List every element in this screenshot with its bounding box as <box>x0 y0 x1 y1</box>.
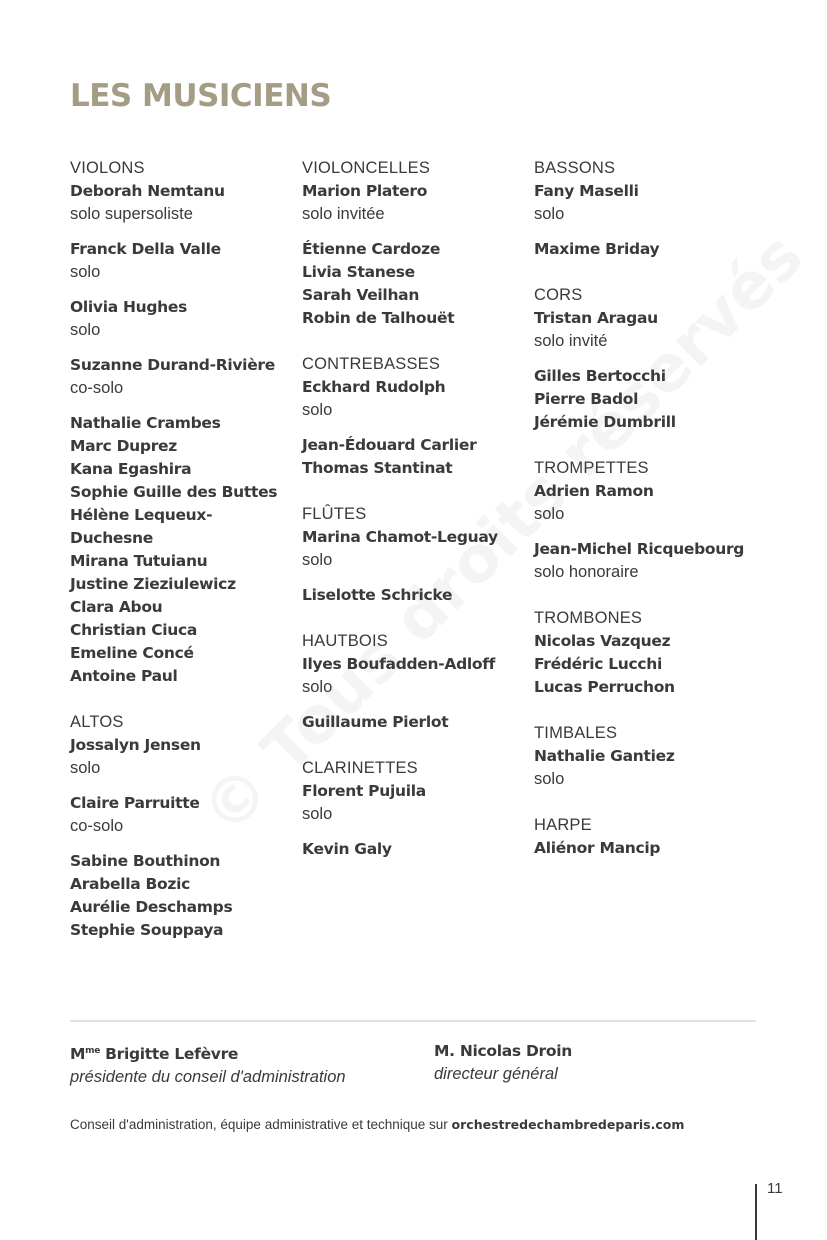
president-title: présidente du conseil d'administration <box>70 1068 346 1087</box>
section-altos <box>70 711 298 942</box>
musician-name: Robin de Talhouët <box>302 309 455 327</box>
musician-name: Stephie Souppaya <box>70 921 224 939</box>
section-violons <box>70 157 298 688</box>
section-heading: BASSONS <box>534 159 616 177</box>
musician-role: solo supersoliste <box>70 205 193 223</box>
musician-name: Nathalie Crambes <box>70 414 221 432</box>
musician-name: Eckhard Rudolph <box>302 378 446 396</box>
musician-name: Justine Zieziulewicz <box>70 575 236 593</box>
musician-name: Maxime Briday <box>534 240 660 258</box>
musician-name: Tristan Aragau <box>534 309 658 327</box>
musician-group <box>534 307 762 353</box>
musician-name: Claire Parruitte <box>70 794 200 812</box>
musicians-column-1 <box>70 157 298 965</box>
musician-name: Marc Duprez <box>70 437 177 455</box>
musician-name: Étienne Cardoze <box>302 240 441 258</box>
president-prefix-sup: me <box>85 1046 101 1056</box>
section-heading: FLÛTES <box>302 505 367 523</box>
musician-group <box>302 838 530 861</box>
section-bassons <box>534 157 762 261</box>
musician-name: Livia Stanese <box>302 263 415 281</box>
musician-role: co-solo <box>70 817 124 835</box>
musician-name: Jean-Édouard Carlier <box>302 436 477 454</box>
musician-name: Sabine Bouthinon <box>70 852 221 870</box>
musician-role: solo <box>534 205 565 223</box>
musician-role: solo <box>70 759 101 777</box>
section-heading: VIOLONS <box>70 159 145 177</box>
musician-name: Mirana Tutuianu <box>70 552 208 570</box>
musician-name: Ilyes Boufadden-Adloff <box>302 655 496 673</box>
musician-group <box>70 734 298 780</box>
musician-name: Hélène Lequeux-Duchesne <box>70 506 213 547</box>
musician-group <box>534 180 762 226</box>
musician-name: Arabella Bozic <box>70 875 190 893</box>
musician-name: Deborah Nemtanu <box>70 182 225 200</box>
musician-name: Jossalyn Jensen <box>70 736 201 754</box>
musician-role: solo <box>302 551 333 569</box>
musician-group <box>302 180 530 226</box>
musician-role: solo invité <box>534 332 608 350</box>
director-block <box>434 1040 572 1086</box>
musician-name: Marina Chamot-Leguay <box>302 528 498 546</box>
president-name-text: Brigitte Lefèvre <box>105 1045 239 1064</box>
musician-name: Suzanne Durand-Rivière <box>70 356 275 374</box>
section-heading: ALTOS <box>70 713 124 731</box>
section-heading: TROMBONES <box>534 609 643 627</box>
musician-name: Clara Abou <box>70 598 163 616</box>
section-contrebasses <box>302 353 530 480</box>
section-heading: HAUTBOIS <box>302 632 388 650</box>
musician-name: Marion Platero <box>302 182 428 200</box>
musician-role: solo <box>70 321 101 339</box>
musician-group <box>302 434 530 480</box>
director-name <box>434 1040 572 1063</box>
musician-group <box>534 837 762 860</box>
musician-group <box>70 354 298 400</box>
musician-name: Florent Pujuila <box>302 782 426 800</box>
director-title: directeur général <box>434 1065 558 1083</box>
musician-role: solo <box>70 263 101 281</box>
musician-group <box>70 238 298 284</box>
musician-group <box>302 780 530 826</box>
section-trombones <box>534 607 762 699</box>
musician-role: solo honoraire <box>534 563 639 581</box>
musician-name: Nicolas Vazquez <box>534 632 671 650</box>
section-harpe <box>534 814 762 860</box>
musician-name: Jérémie Dumbrill <box>534 413 676 431</box>
musician-name: Kana Egashira <box>70 460 192 478</box>
musician-name: Gilles Bertocchi <box>534 367 666 385</box>
section-heading: HARPE <box>534 816 592 834</box>
musician-group <box>302 238 530 330</box>
section-heading: TROMPETTES <box>534 459 649 477</box>
musician-group <box>70 792 298 838</box>
footer-divider <box>70 1020 756 1022</box>
musician-name: Liselotte Schricke <box>302 586 453 604</box>
footer-note <box>70 1117 684 1132</box>
musicians-column-3 <box>534 157 762 883</box>
section-violoncelles <box>302 157 530 330</box>
musician-name: Sarah Veilhan <box>302 286 420 304</box>
musician-group <box>534 480 762 526</box>
musician-group <box>534 238 762 261</box>
musician-name: Pierre Badol <box>534 390 639 408</box>
musician-name: Lucas Perruchon <box>534 678 675 696</box>
section-flutes <box>302 503 530 607</box>
website-link[interactable]: orchestredechambredeparis.com <box>451 1117 685 1132</box>
section-hautbois <box>302 630 530 734</box>
director-prefix: M. <box>434 1042 455 1060</box>
musician-role: solo <box>302 401 333 419</box>
musician-group <box>534 538 762 584</box>
section-timbales <box>534 722 762 791</box>
section-heading: VIOLONCELLES <box>302 159 431 177</box>
musician-role: solo <box>534 770 565 788</box>
musician-group <box>70 296 298 342</box>
section-cors <box>534 284 762 434</box>
musician-name: Christian Ciuca <box>70 621 198 639</box>
page-number-rule <box>755 1184 757 1240</box>
musician-group <box>534 630 762 699</box>
musician-group <box>302 526 530 572</box>
page-number: 11 <box>767 1180 783 1197</box>
musician-name: Jean-Michel Ricquebourg <box>534 540 745 558</box>
director-name-text: Nicolas Droin <box>459 1042 572 1060</box>
musician-group <box>534 745 762 791</box>
musician-group <box>302 584 530 607</box>
musician-role: solo <box>302 805 333 823</box>
president-name <box>70 1040 346 1066</box>
page-title: LES MUSICIENS <box>70 78 332 114</box>
section-heading: CLARINETTES <box>302 759 418 777</box>
president-prefix: M <box>70 1045 86 1064</box>
musician-name: Olivia Hughes <box>70 298 188 316</box>
musician-name: Kevin Galy <box>302 840 392 858</box>
musician-role: co-solo <box>70 379 124 397</box>
musician-name: Aliénor Mancip <box>534 839 661 857</box>
musician-name: Guillaume Pierlot <box>302 713 449 731</box>
section-heading: CONTREBASSES <box>302 355 441 373</box>
musician-name: Sophie Guille des Buttes <box>70 483 278 501</box>
musicians-column-2 <box>302 157 530 884</box>
musician-role: solo <box>534 505 565 523</box>
musician-group <box>70 850 298 942</box>
section-clarinettes <box>302 757 530 861</box>
musician-group <box>302 653 530 699</box>
musician-name: Franck Della Valle <box>70 240 221 258</box>
president-block <box>70 1040 346 1089</box>
musician-name: Antoine Paul <box>70 667 178 685</box>
musician-name: Fany Maselli <box>534 182 639 200</box>
musician-role: solo <box>302 678 333 696</box>
section-trompettes <box>534 457 762 584</box>
footer-text: Conseil d'administration, équipe administrative et technique sur <box>70 1117 452 1132</box>
musician-name: Nathalie Gantiez <box>534 747 675 765</box>
musician-group <box>70 412 298 688</box>
section-heading: TIMBALES <box>534 724 618 742</box>
musician-name: Aurélie Deschamps <box>70 898 233 916</box>
musician-name: Adrien Ramon <box>534 482 654 500</box>
musician-group <box>70 180 298 226</box>
musician-role: solo invitée <box>302 205 385 223</box>
musician-name: Frédéric Lucchi <box>534 655 663 673</box>
musician-name: Emeline Concé <box>70 644 194 662</box>
musician-name: Thomas Stantinat <box>302 459 453 477</box>
musician-group <box>302 376 530 422</box>
musician-group <box>302 711 530 734</box>
musician-group <box>534 365 762 434</box>
section-heading: CORS <box>534 286 583 304</box>
